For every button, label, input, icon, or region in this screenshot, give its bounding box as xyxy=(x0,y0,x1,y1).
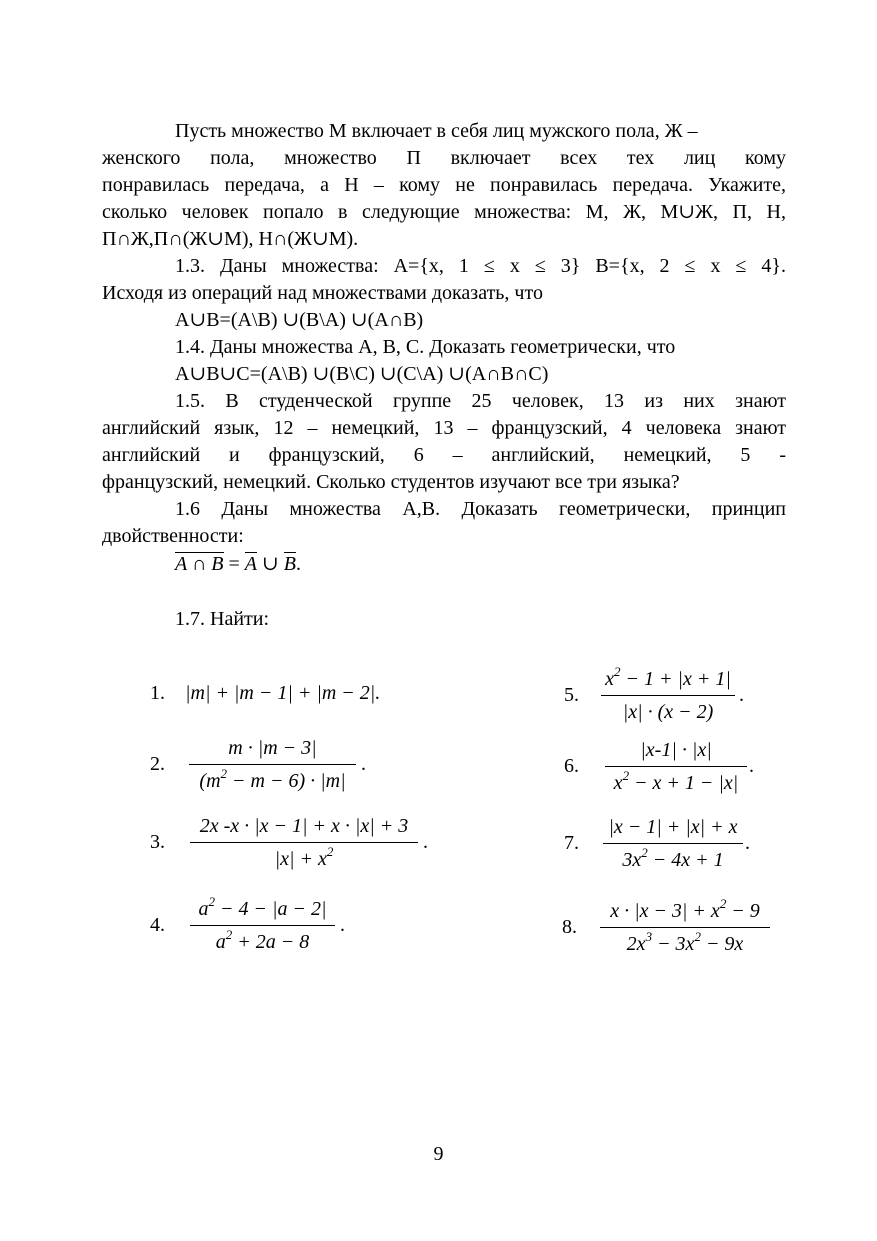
denominator: |x| · (x − 2) xyxy=(622,701,714,723)
equals-sign: = xyxy=(228,553,240,575)
text-line: П∩Ж,П∩(Ж∪М), Н∩(Ж∪М). xyxy=(102,228,359,250)
text-line: английский и французский, 6 – английский, немецкий, 5 - xyxy=(102,444,786,466)
problem-1-4: 1.4. Даны множества А, В, С. Доказать геометрически, что xyxy=(175,336,676,358)
fraction-bar xyxy=(601,695,735,696)
exercise-number: 6. xyxy=(564,755,579,777)
denominator: $x^2 - x + 1 - |x|$ xyxy=(613,768,739,794)
period: . xyxy=(749,755,754,777)
exercise-number: 5. xyxy=(564,684,579,706)
exercise-5-fraction xyxy=(601,666,735,725)
denominator: $|x| + x^2$ xyxy=(274,844,334,870)
fraction-bar xyxy=(605,766,747,767)
fraction-bar xyxy=(600,927,770,928)
period: . xyxy=(296,553,301,575)
exercise-7-fraction xyxy=(603,814,743,873)
denominator: $2x^3 - 3x^2 - 9x$ xyxy=(626,929,744,955)
text-line: понравилась передача, а Н – кому не понравилась передача. Укажите, xyxy=(102,174,786,196)
exercise-6-fraction xyxy=(605,737,747,796)
problem-1-3: 1.3. Даны множества: А={x, 1 ≤ x ≤ 3} В={x, 2 ≤ x ≤ 4}. xyxy=(175,255,786,277)
exercise-8-fraction xyxy=(600,898,770,957)
fraction-bar xyxy=(190,925,335,926)
exercise-3-fraction xyxy=(190,813,418,872)
exercise-number: 7. xyxy=(564,832,579,854)
fraction-bar xyxy=(190,842,418,843)
denominator: $a^2 + 2a - 8$ xyxy=(215,927,310,953)
formula-1-4: А∪В∪С=(А\В) ∪(В\С) ∪(С\А) ∪(А∩В∩С) xyxy=(175,363,549,385)
exercise-number: 3. xyxy=(150,831,165,853)
period: . xyxy=(423,831,428,853)
period: . xyxy=(745,832,750,854)
exercise-1-expression: |m| + |m − 1| + |m − 2|. xyxy=(185,682,381,704)
exercise-2-fraction xyxy=(189,735,356,794)
text-line: двойственности: xyxy=(102,525,244,547)
overline-b: B xyxy=(283,553,296,575)
text-line: женского пола, множество П включает всех тех лиц кому xyxy=(102,147,786,169)
problem-1-7: 1.7. Найти: xyxy=(175,608,270,630)
numerator: m · |m − 3| xyxy=(228,737,317,759)
exercise-number: 4. xyxy=(150,914,165,936)
page-number: 9 xyxy=(433,1143,444,1165)
period: . xyxy=(739,684,744,706)
exercise-number: 8. xyxy=(562,916,577,938)
period: . xyxy=(340,914,345,936)
text-line: сколько человек попало в следующие множества: М, Ж, М∪Ж, П, Н, xyxy=(102,201,786,223)
exercise-number: 1. xyxy=(150,682,165,704)
numerator: $x^2 - 1 + |x + 1|$ xyxy=(605,664,731,690)
numerator: $x \cdot |x - 3| + x^2 - 9$ xyxy=(610,896,760,922)
fraction-bar xyxy=(603,843,743,844)
text-line: Исходя из операций над множествами доказать, что xyxy=(102,282,543,304)
exercise-number: 2. xyxy=(150,753,165,775)
numerator: 2x -x · |x − 1| + x · |x| + 3 xyxy=(199,815,409,837)
denominator: $(m^2 - m - 6) \cdot |m|$ xyxy=(199,766,346,792)
numerator: |x-1| · |x| xyxy=(640,739,712,761)
union-sign: ∪ xyxy=(262,553,279,575)
numerator: |x − 1| + |x| + x xyxy=(608,816,738,838)
problem-1-6: 1.6 Даны множества А,В. Доказать геометрически, принцип xyxy=(175,498,786,520)
fraction-bar xyxy=(189,764,356,765)
text-line: Пусть множество М включает в себя лиц мужского пола, Ж – xyxy=(175,120,698,142)
overline-a: A xyxy=(244,553,258,575)
formula-1-3: А∪В=(А\В) ∪(В\А) ∪(А∩В) xyxy=(175,309,424,331)
overline-lhs: A ∩ B xyxy=(175,553,224,575)
period: . xyxy=(361,753,366,775)
text-line: французский, немецкий. Сколько студентов изучают все три языка? xyxy=(102,471,680,493)
denominator: $3x^2 - 4x + 1$ xyxy=(622,845,724,871)
demorgan-formula xyxy=(175,551,301,577)
exercise-4-fraction xyxy=(190,896,335,955)
text-line: английский язык, 12 – немецкий, 13 – французский, 4 человека знают xyxy=(102,417,786,439)
numerator: $a^2 - 4 - |a - 2|$ xyxy=(198,894,327,920)
problem-1-5: 1.5. В студенческой группе 25 человек, 13 из них знают xyxy=(175,390,786,412)
